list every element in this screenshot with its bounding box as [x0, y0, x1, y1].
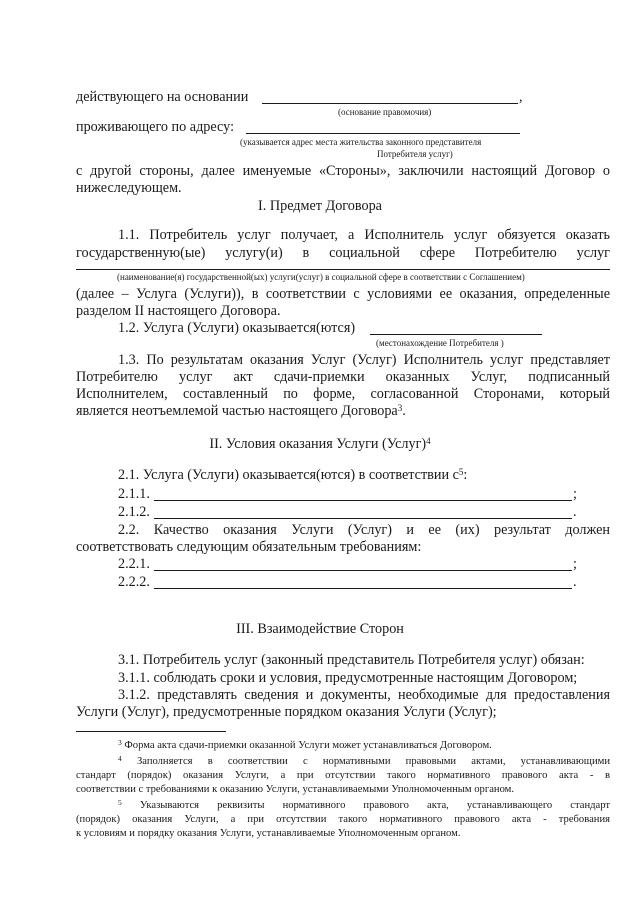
p11-line-3: (далее – Услуга (Услуги)), в соответствии с условиями ее оказания, определенные — [76, 286, 610, 302]
footnote-4-line-3: соответствии с требованиями к оказанию Услуги, устанавливаемыми Уполномоченным органом. — [76, 784, 515, 795]
p211-end: ; — [573, 486, 577, 502]
p22-line-2: соответствовать следующим обязательным требованиям: — [76, 539, 422, 555]
p13-line-3: Исполнителем, составленный по форме, согласованной Сторонами, который — [76, 386, 610, 402]
p12-hint: (местонахождение Потребителя ) — [376, 338, 504, 348]
parties-line-2: нижеследующем. — [76, 180, 182, 196]
footnote-ref-3: 3 — [397, 403, 403, 413]
section-1-title: I. Предмет Договора — [258, 198, 382, 214]
residing-field[interactable] — [246, 133, 520, 134]
footnote-4-line-1: $^4$ Заполняется в соответствии с нормативными правовыми актами, устанавливающими — [118, 754, 610, 767]
residing-hint-2: Потребителя услуг) — [377, 149, 453, 159]
footnote-5-line-1: $^5$ Указываются реквизиты нормативного правового акта, устанавливающего стандарт — [118, 798, 610, 811]
p222-field[interactable] — [154, 588, 572, 589]
section-2-title: II. Условия оказания Услуги (Услуг)$^4$ — [209, 436, 431, 452]
p13-line-4: является неотъемлемой частью настоящего Договора$^3$. — [76, 403, 406, 419]
p221-end: ; — [573, 556, 577, 572]
p22-line-1: 2.2. Качество оказания Услуги (Услуг) и ее (их) результат должен — [118, 522, 610, 538]
p31-text: 3.1. Потребитель услуг (законный представитель Потребителя услуг) обязан: — [118, 652, 585, 668]
parties-line-1: с другой стороны, далее именуемые «Стороны», заключили настоящий Договор о — [76, 163, 610, 179]
p211-field[interactable] — [154, 500, 572, 501]
footnote-separator — [76, 731, 226, 732]
section-3-title: III. Взаимодействие Сторон — [236, 621, 404, 637]
footnote-ref-5: 5 — [458, 467, 464, 477]
p11-hint: (наименование(я) государственной(ых) услуги(услуг) в социальной сфере в соответствии с Соглашением) — [117, 272, 525, 282]
p211-num: 2.1.1. — [118, 486, 150, 502]
p221-field[interactable] — [154, 570, 572, 571]
footnote-5-mark: 5 — [118, 798, 122, 807]
p312-line-2: Услуги (Услуг), предусмотренные порядком оказания Услуги (Услуг); — [76, 704, 497, 720]
footnote-ref-4: 4 — [426, 436, 431, 446]
acting-basis-label: действующего на основании — [76, 89, 249, 105]
footnote-4-mark: 4 — [118, 754, 122, 763]
location-field[interactable] — [370, 334, 542, 335]
p221-num: 2.2.1. — [118, 556, 150, 572]
p13-line-1: 1.3. По результатам оказания Услуг (Услуг) Исполнитель услуг представляет — [118, 352, 610, 368]
p212-field[interactable] — [154, 518, 572, 519]
p222-end: . — [573, 574, 577, 590]
residing-label: проживающего по адресу: — [76, 119, 235, 135]
p11-line-4: разделом II настоящего Договора. — [76, 303, 281, 319]
p21-text: 2.1. Услуга (Услуги) оказывается(ются) в соответствии $с^5$: — [118, 467, 468, 483]
footnote-3: $^3$ Форма акта сдачи-приемки оказанной Услуги может устанавливаться Договором. — [118, 738, 492, 751]
footnote-5-line-3: к условиям и порядку оказания Услуги, устанавливаемые Уполномоченным органом. — [76, 828, 461, 839]
p11-line-2: государственную(ые) услугу(и) в социальной сфере Потребителю услуг — [76, 245, 610, 261]
p13-line-2: Потребителю услуг акт сдачи-приемки оказанных Услуг, подписанный — [76, 369, 610, 385]
p311-text: 3.1.1. соблюдать сроки и условия, предусмотренные настоящим Договором; — [118, 670, 578, 686]
acting-basis-hint: (основание правомочия) — [338, 107, 432, 117]
p12-text: 1.2. Услуга (Услуги) оказывается(ются) — [118, 320, 356, 336]
p312-line-1: 3.1.2. представлять сведения и документы, необходимые для предоставления — [118, 687, 610, 703]
acting-basis-comma: , — [519, 89, 523, 105]
footnote-5-line-2: (порядок) оказания Услуги, а при отсутствии такого нормативного правового акта - требования — [76, 814, 610, 825]
p11-line-1: 1.1. Потребитель услуг получает, а Исполнитель услуг обязуется оказать — [118, 227, 610, 243]
footnote-3-mark: 3 — [118, 738, 122, 747]
p212-num: 2.1.2. — [118, 504, 150, 520]
footnote-4-line-2: стандарт (порядок) оказания Услуги, а при отсутствии такого нормативного правового акта - в — [76, 770, 610, 781]
acting-basis-field[interactable] — [262, 103, 518, 104]
residing-hint-1: (указывается адрес места жительства законного представителя — [240, 137, 482, 147]
p212-end: . — [573, 504, 577, 520]
service-name-field[interactable] — [76, 269, 610, 270]
p222-num: 2.2.2. — [118, 574, 150, 590]
